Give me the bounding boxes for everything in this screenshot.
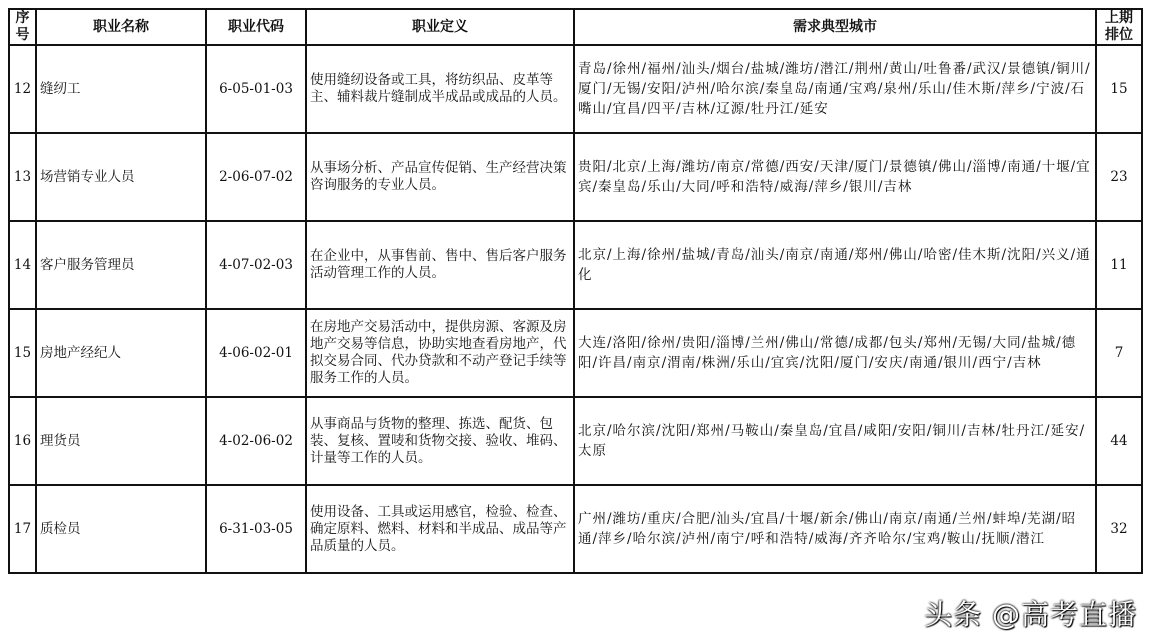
occupation-name: 房地产经纪人	[36, 309, 206, 397]
occupation-code: 2-06-07-02	[206, 133, 306, 221]
occupation-definition: 使用设备、工具或运用感官，检验、检查、确定原料、燃料、材料和半成品、成品等产品质量的人员。	[306, 485, 574, 573]
row-number: 12	[9, 45, 36, 133]
occupation-definition: 使用缝纫设备或工具，将纺织品、皮革等主、辅料裁片缝制成半成品或成品的人员。	[306, 45, 574, 133]
occupation-code: 6-05-01-03	[206, 45, 306, 133]
demand-cities: 北京/上海/徐州/盐城/青岛/汕头/南京/南通/郑州/佛山/哈密/佳木斯/沈阳/兴义/通化	[574, 221, 1096, 309]
occupation-name: 场营销专业人员	[36, 133, 206, 221]
header-code: 职业代码	[206, 9, 306, 45]
previous-rank: 7	[1096, 309, 1142, 397]
occupation-name: 质检员	[36, 485, 206, 573]
demand-cities: 青岛/徐州/福州/汕头/烟台/盐城/潍坊/潜江/荆州/黄山/吐鲁番/武汉/景德镇/铜川/厦门/无锡/安阳/泸州/哈尔滨/秦皇岛/南通/宝鸡/泉州/乐山/佳木斯/萍乡/宁波/石嘴山/宜昌/四平/吉林/辽源/牡丹江/延安	[574, 45, 1096, 133]
demand-cities: 广州/潍坊/重庆/合肥/汕头/宜昌/十堰/新余/佛山/南京/南通/兰州/蚌埠/芜湖/昭通/萍乡/哈尔滨/泸州/南宁/呼和浩特/威海/齐齐哈尔/宝鸡/鞍山/抚顺/潜江	[574, 485, 1096, 573]
demand-cities: 北京/哈尔滨/沈阳/郑州/马鞍山/秦皇岛/宜昌/咸阳/安阳/铜川/吉林/牡丹江/延安/太原	[574, 397, 1096, 485]
row-number: 14	[9, 221, 36, 309]
row-number: 15	[9, 309, 36, 397]
row-number: 16	[9, 397, 36, 485]
occupation-definition: 从事商品与货物的整理、拣选、配货、包装、复核、置唛和货物交接、验收、堆码、计量等工作的人员。	[306, 397, 574, 485]
previous-rank: 32	[1096, 485, 1142, 573]
row-number: 17	[9, 485, 36, 573]
previous-rank: 23	[1096, 133, 1142, 221]
occupation-definition: 从事场分析、产品宣传促销、生产经营决策咨询服务的专业人员。	[306, 133, 574, 221]
header-rank: 上期排位	[1096, 9, 1142, 45]
demand-cities: 大连/洛阳/徐州/贵阳/淄博/兰州/佛山/常德/成都/包头/郑州/无锡/大同/盐城/德阳/许昌/南京/渭南/株洲/乐山/宜宾/沈阳/厦门/安庆/南通/银川/西宁/吉林	[574, 309, 1096, 397]
occupation-code: 4-06-02-01	[206, 309, 306, 397]
watermark: 头条 @高考直播	[924, 598, 1137, 631]
header-definition: 职业定义	[306, 9, 574, 45]
header-no: 序号	[9, 9, 36, 45]
previous-rank: 15	[1096, 45, 1142, 133]
header-name: 职业名称	[36, 9, 206, 45]
table-row	[9, 397, 1142, 485]
occupation-code: 6-31-03-05	[206, 485, 306, 573]
occupation-name: 缝纫工	[36, 45, 206, 133]
header-row	[9, 9, 1142, 45]
previous-rank: 44	[1096, 397, 1142, 485]
table-row	[9, 485, 1142, 573]
demand-cities: 贵阳/北京/上海/潍坊/南京/常德/西安/天津/厦门/景德镇/佛山/淄博/南通/十堰/宜宾/秦皇岛/乐山/大同/呼和浩特/威海/萍乡/银川/吉林	[574, 133, 1096, 221]
table-row	[9, 309, 1142, 397]
occupation-name: 理货员	[36, 397, 206, 485]
row-number: 13	[9, 133, 36, 221]
header-cities: 需求典型城市	[574, 9, 1096, 45]
table-row	[9, 45, 1142, 133]
occupation-code: 4-02-06-02	[206, 397, 306, 485]
occupation-code: 4-07-02-03	[206, 221, 306, 309]
occupation-name: 客户服务管理员	[36, 221, 206, 309]
occupation-definition: 在企业中，从事售前、售中、售后客户服务活动管理工作的人员。	[306, 221, 574, 309]
previous-rank: 11	[1096, 221, 1142, 309]
table-row	[9, 221, 1142, 309]
table-row	[9, 133, 1142, 221]
occupation-definition: 在房地产交易活动中，提供房源、客源及房地产交易等信息，协助实地查看房地产，代拟交易合同、代办贷款和不动产登记手续等服务工作的人员。	[306, 309, 574, 397]
occupation-table	[8, 8, 1143, 574]
